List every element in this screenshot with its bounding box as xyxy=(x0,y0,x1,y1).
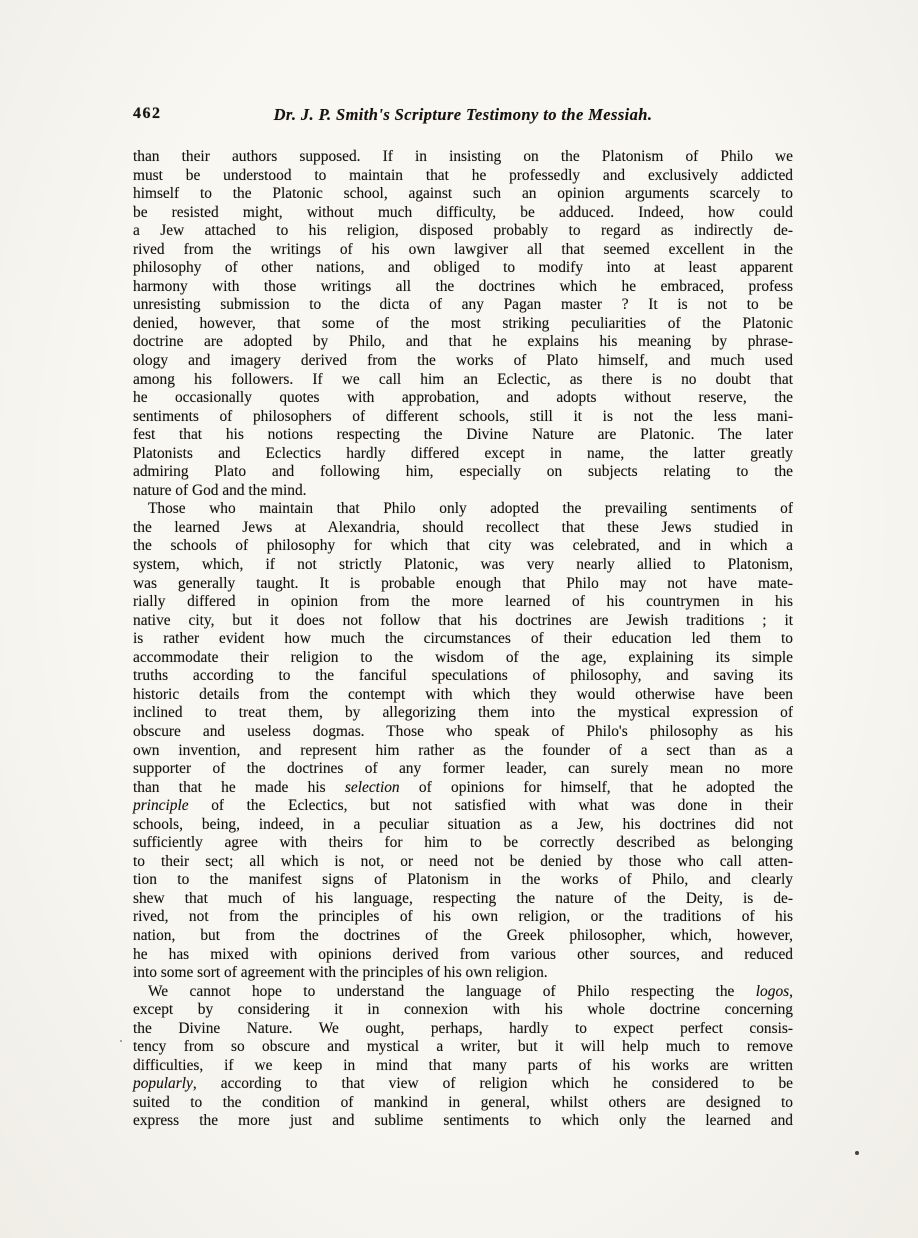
text-line: sufficiently agree with theirs for him to be correctly described as belonging xyxy=(133,834,793,852)
text-block xyxy=(133,148,793,1131)
text-line: rially differed in opinion from the more learned of his countrymen in his xyxy=(133,593,793,611)
text-line: a Jew attached to his religion, disposed probably to regard as indirectly de- xyxy=(133,222,793,240)
paragraph xyxy=(133,500,793,982)
paragraph xyxy=(133,148,793,500)
text-line: suited to the condition of mankind in general, whilst others are designed to xyxy=(133,1093,793,1111)
text-line: himself to the Platonic school, against such an opinion arguments scarcely to xyxy=(133,185,793,203)
text-line: unresisting submission to the dicta of any Pagan master ? It is not to be xyxy=(133,296,793,314)
text-line: historic details from the contempt with which they would otherwise have been xyxy=(133,685,793,703)
text-line: own invention, and represent him rather as the founder of a sect than as a xyxy=(133,741,793,759)
text-line: philosophy of other nations, and obliged to modify into at least apparent xyxy=(133,259,793,277)
text-line: ology and imagery derived from the works of Plato himself, and much used xyxy=(133,352,793,370)
text-line: the schools of philosophy for which that city was celebrated, and in which a xyxy=(133,537,793,555)
text-line: sentiments of philosophers of different schools, still it is not the less mani- xyxy=(133,407,793,425)
text-line: accommodate their religion to the wisdom of the age, explaining its simple xyxy=(133,648,793,666)
text-line: system, which, if not strictly Platonic, was very nearly allied to Platonism, xyxy=(133,556,793,574)
page-header xyxy=(133,105,793,127)
text-line: is rather evident how much the circumstances of their education led them to xyxy=(133,630,793,648)
text-line: harmony with those writings all the doctrines which he embraced, profess xyxy=(133,277,793,295)
text-line: We cannot hope to understand the language of Philo respecting the logos, xyxy=(148,982,793,1000)
text-line: he has mixed with opinions derived from various other sources, and reduced xyxy=(133,945,793,963)
scan-speck xyxy=(855,1151,859,1155)
text-line: schools, being, indeed, in a peculiar situation as a Jew, his doctrines did not xyxy=(133,815,793,833)
text-line: Those who maintain that Philo only adopted the prevailing sentiments of xyxy=(148,500,793,518)
text-line: fest that his notions respecting the Divine Nature are Platonic. The later xyxy=(133,426,793,444)
text-line: nation, but from the doctrines of the Greek philosopher, which, however, xyxy=(133,926,793,944)
text-line: be resisted might, without much difficulty, be adduced. Indeed, how could xyxy=(133,203,793,221)
text-line: must be understood to maintain that he professedly and exclusively addicted xyxy=(133,166,793,184)
text-line: tion to the manifest signs of Platonism in the works of Philo, and clearly xyxy=(133,871,793,889)
text-line: tency from so obscure and mystical a writer, but it will help much to remove xyxy=(133,1038,793,1056)
text-line: doctrine are adopted by Philo, and that he explains his meaning by phrase- xyxy=(133,333,793,351)
page-number: 462 xyxy=(133,105,162,122)
text-line: the learned Jews at Alexandria, should recollect that these Jews studied in xyxy=(133,518,793,536)
scan-speck xyxy=(120,1040,122,1042)
text-line: truths according to the fanciful speculations of philosophy, and saving its xyxy=(133,667,793,685)
text-line: Platonists and Eclectics hardly differed except in name, the latter greatly xyxy=(133,444,793,462)
text-line: except by considering it in connexion with his whole doctrine concerning xyxy=(133,1001,793,1019)
text-line: supporter of the doctrines of any former leader, can surely mean no more xyxy=(133,760,793,778)
text-line: admiring Plato and following him, especially on subjects relating to the xyxy=(133,463,793,481)
text-line: principle of the Eclectics, but not satisfied with what was done in their xyxy=(133,797,793,815)
text-line: nature of God and the mind. xyxy=(133,481,307,499)
text-line: among his followers. If we call him an Eclectic, as there is no doubt that xyxy=(133,370,793,388)
text-line: inclined to treat them, by allegorizing them into the mystical expression of xyxy=(133,704,793,722)
text-line: than their authors supposed. If in insisting on the Platonism of Philo we xyxy=(133,148,793,165)
text-line: express the more just and sublime sentiments to which only the learned and xyxy=(133,1112,793,1130)
text-line: rived from the writings of his own lawgiver all that seemed excellent in the xyxy=(133,240,793,258)
text-line: was generally taught. It is probable enough that Philo may not have mate- xyxy=(133,574,793,592)
text-line: the Divine Nature. We ought, perhaps, hardly to expect perfect consis- xyxy=(133,1019,793,1037)
text-line: he occasionally quotes with approbation, and adopts without reserve, the xyxy=(133,389,793,407)
text-line: into some sort of agreement with the principles of his own religion. xyxy=(133,964,548,982)
text-line: difficulties, if we keep in mind that many parts of his works are written xyxy=(133,1056,793,1074)
text-line: native city, but it does not follow that his doctrines are Jewish traditions ; it xyxy=(133,611,793,629)
running-title: Dr. J. P. Smith's Scripture Testimony to the Messiah. xyxy=(273,105,653,124)
text-line: popularly, according to that view of religion which he considered to be xyxy=(133,1075,793,1093)
text-line: obscure and useless dogmas. Those who speak of Philo's philosophy as his xyxy=(133,722,793,740)
text-line: shew that much of his language, respecting the nature of the Deity, is de- xyxy=(133,889,793,907)
text-line: denied, however, that some of the most striking peculiarities of the Platonic xyxy=(133,314,793,332)
text-line: to their sect; all which is not, or need not be denied by those who call atten- xyxy=(133,852,793,870)
text-line: rived, not from the principles of his own religion, or the traditions of his xyxy=(133,908,793,926)
text-line: than that he made his selection of opinions for himself, that he adopted the xyxy=(133,778,793,796)
paragraph xyxy=(133,983,793,1131)
